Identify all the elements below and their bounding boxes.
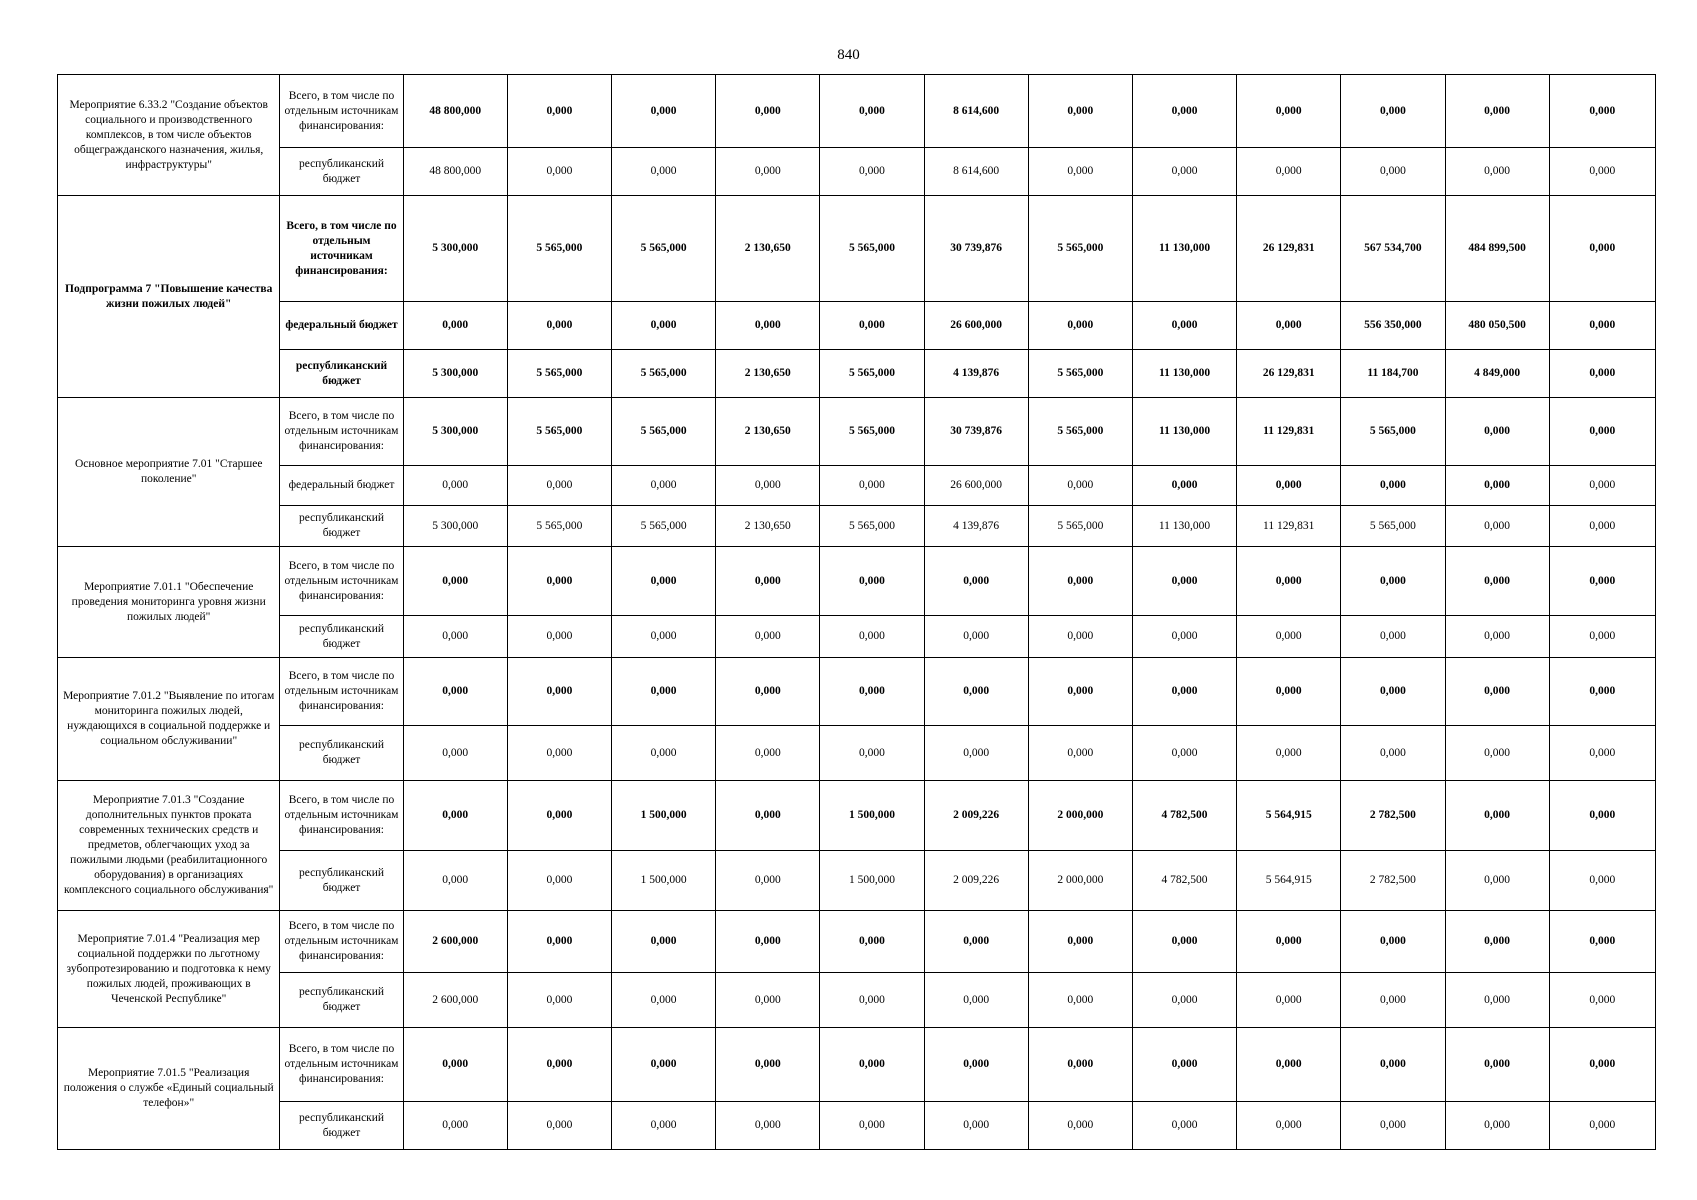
amount-cell: 0,000	[1028, 1102, 1132, 1150]
amount-cell: 0,000	[1132, 75, 1236, 148]
amount-cell: 0,000	[1132, 547, 1236, 616]
amount-cell: 0,000	[1028, 466, 1132, 506]
program-name-cell: Мероприятие 7.01.1 "Обеспечение проведения мониторинга уровня жизни пожилых людей"	[58, 547, 280, 658]
amount-cell: 0,000	[820, 148, 924, 196]
amount-cell: 26 129,831	[1237, 350, 1341, 398]
amount-cell: 4 782,500	[1132, 851, 1236, 911]
amount-cell: 0,000	[820, 658, 924, 726]
amount-cell: 11 129,831	[1237, 506, 1341, 547]
funding-source-cell: республиканский бюджет	[280, 616, 403, 658]
amount-cell: 0,000	[403, 851, 507, 911]
amount-cell: 0,000	[1549, 658, 1655, 726]
amount-cell: 0,000	[403, 781, 507, 851]
amount-cell: 0,000	[1237, 973, 1341, 1028]
amount-cell: 0,000	[1132, 1028, 1236, 1102]
funding-source-cell: Всего, в том числе по отдельным источникам финансирования:	[280, 658, 403, 726]
amount-cell: 0,000	[507, 658, 611, 726]
amount-cell: 0,000	[1549, 1102, 1655, 1150]
amount-cell: 1 500,000	[612, 781, 716, 851]
table-row	[58, 350, 1656, 398]
amount-cell: 0,000	[507, 148, 611, 196]
amount-cell: 2 782,500	[1341, 781, 1445, 851]
amount-cell: 0,000	[1445, 1102, 1549, 1150]
amount-cell: 484 899,500	[1445, 196, 1549, 302]
amount-cell: 0,000	[612, 1028, 716, 1102]
amount-cell: 0,000	[924, 726, 1028, 781]
amount-cell: 0,000	[612, 148, 716, 196]
table-row	[58, 726, 1656, 781]
amount-cell: 11 130,000	[1132, 350, 1236, 398]
funding-source-cell: республиканский бюджет	[280, 726, 403, 781]
amount-cell: 8 614,600	[924, 75, 1028, 148]
amount-cell: 0,000	[1549, 350, 1655, 398]
amount-cell: 0,000	[820, 547, 924, 616]
amount-cell: 11 130,000	[1132, 398, 1236, 466]
amount-cell: 5 564,915	[1237, 781, 1341, 851]
amount-cell: 5 300,000	[403, 506, 507, 547]
amount-cell: 0,000	[820, 973, 924, 1028]
amount-cell: 11 130,000	[1132, 196, 1236, 302]
page-number: 840	[837, 47, 860, 63]
amount-cell: 0,000	[820, 616, 924, 658]
amount-cell: 480 050,500	[1445, 302, 1549, 350]
amount-cell: 0,000	[1237, 547, 1341, 616]
amount-cell: 0,000	[924, 973, 1028, 1028]
amount-cell: 5 565,000	[507, 506, 611, 547]
funding-source-cell: Всего, в том числе по отдельным источникам финансирования:	[280, 547, 403, 616]
funding-source-cell: федеральный бюджет	[280, 302, 403, 350]
amount-cell: 0,000	[1341, 616, 1445, 658]
amount-cell: 0,000	[1445, 547, 1549, 616]
amount-cell: 0,000	[403, 547, 507, 616]
table-row	[58, 851, 1656, 911]
program-name-cell: Мероприятие 7.01.3 "Создание дополнительных пунктов проката современных технических средств и предметов, облегчающих уход за пожилыми людьми (реабилитационного оборудования) в организациях комплексного социального обслуживания"	[58, 781, 280, 911]
amount-cell: 0,000	[1445, 1028, 1549, 1102]
amount-cell: 0,000	[403, 466, 507, 506]
amount-cell: 5 564,915	[1237, 851, 1341, 911]
amount-cell: 1 500,000	[820, 851, 924, 911]
amount-cell: 5 565,000	[612, 350, 716, 398]
amount-cell: 0,000	[1549, 398, 1655, 466]
table-row	[58, 148, 1656, 196]
amount-cell: 2 130,650	[716, 398, 820, 466]
amount-cell: 0,000	[612, 911, 716, 973]
amount-cell: 0,000	[1237, 1102, 1341, 1150]
amount-cell: 5 565,000	[820, 506, 924, 547]
amount-cell: 0,000	[1028, 726, 1132, 781]
amount-cell: 0,000	[716, 302, 820, 350]
amount-cell: 0,000	[507, 851, 611, 911]
funding-source-cell: республиканский бюджет	[280, 973, 403, 1028]
amount-cell: 0,000	[1549, 148, 1655, 196]
amount-cell: 0,000	[612, 973, 716, 1028]
amount-cell: 0,000	[924, 658, 1028, 726]
amount-cell: 0,000	[716, 726, 820, 781]
amount-cell: 5 565,000	[612, 506, 716, 547]
amount-cell: 0,000	[1445, 658, 1549, 726]
funding-source-cell: Всего, в том числе по отдельным источникам финансирования:	[280, 75, 403, 148]
amount-cell: 0,000	[1549, 781, 1655, 851]
amount-cell: 0,000	[716, 466, 820, 506]
funding-source-cell: Всего, в том числе по отдельным источникам финансирования:	[280, 196, 403, 302]
amount-cell: 0,000	[1445, 466, 1549, 506]
amount-cell: 0,000	[1237, 148, 1341, 196]
amount-cell: 0,000	[820, 726, 924, 781]
amount-cell: 0,000	[403, 616, 507, 658]
amount-cell: 0,000	[1445, 398, 1549, 466]
amount-cell: 0,000	[507, 911, 611, 973]
amount-cell: 0,000	[612, 658, 716, 726]
amount-cell: 0,000	[1445, 75, 1549, 148]
amount-cell: 2 009,226	[924, 781, 1028, 851]
amount-cell: 0,000	[1237, 1028, 1341, 1102]
amount-cell: 5 565,000	[507, 350, 611, 398]
amount-cell: 0,000	[1132, 658, 1236, 726]
amount-cell: 0,000	[1549, 302, 1655, 350]
amount-cell: 0,000	[1445, 973, 1549, 1028]
amount-cell: 0,000	[1549, 726, 1655, 781]
amount-cell: 30 739,876	[924, 398, 1028, 466]
funding-source-cell: Всего, в том числе по отдельным источникам финансирования:	[280, 911, 403, 973]
amount-cell: 0,000	[612, 302, 716, 350]
funding-source-cell: федеральный бюджет	[280, 466, 403, 506]
amount-cell: 30 739,876	[924, 196, 1028, 302]
amount-cell: 5 565,000	[507, 398, 611, 466]
amount-cell: 0,000	[1237, 658, 1341, 726]
amount-cell: 0,000	[507, 616, 611, 658]
amount-cell: 0,000	[716, 1028, 820, 1102]
program-name-cell: Мероприятие 7.01.5 "Реализация положения о службе «Единый социальный телефон»"	[58, 1028, 280, 1150]
amount-cell: 2 130,650	[716, 196, 820, 302]
amount-cell: 0,000	[507, 1028, 611, 1102]
amount-cell: 5 565,000	[820, 398, 924, 466]
amount-cell: 0,000	[1445, 851, 1549, 911]
amount-cell: 0,000	[507, 75, 611, 148]
funding-source-cell: республиканский бюджет	[280, 148, 403, 196]
amount-cell: 5 300,000	[403, 196, 507, 302]
amount-cell: 0,000	[1549, 616, 1655, 658]
amount-cell: 0,000	[1341, 726, 1445, 781]
funding-source-cell: республиканский бюджет	[280, 1102, 403, 1150]
funding-source-cell: Всего, в том числе по отдельным источникам финансирования:	[280, 1028, 403, 1102]
budget-table	[57, 74, 1656, 1150]
amount-cell: 0,000	[1028, 547, 1132, 616]
table-row	[58, 547, 1656, 616]
amount-cell: 0,000	[1132, 466, 1236, 506]
amount-cell: 0,000	[1445, 781, 1549, 851]
table-row	[58, 506, 1656, 547]
amount-cell: 0,000	[820, 75, 924, 148]
amount-cell: 5 565,000	[820, 350, 924, 398]
amount-cell: 0,000	[1028, 973, 1132, 1028]
amount-cell: 0,000	[1028, 658, 1132, 726]
amount-cell: 5 565,000	[820, 196, 924, 302]
amount-cell: 5 565,000	[1028, 350, 1132, 398]
amount-cell: 26 600,000	[924, 302, 1028, 350]
amount-cell: 0,000	[1132, 726, 1236, 781]
program-name-cell: Мероприятие 7.01.2 "Выявление по итогам мониторинга пожилых людей, нуждающихся в социальной поддержке и социальном обслуживании"	[58, 658, 280, 781]
amount-cell: 0,000	[1237, 911, 1341, 973]
amount-cell: 5 565,000	[507, 196, 611, 302]
amount-cell: 2 130,650	[716, 506, 820, 547]
amount-cell: 0,000	[924, 547, 1028, 616]
table-row	[58, 658, 1656, 726]
amount-cell: 0,000	[1237, 302, 1341, 350]
amount-cell: 48 800,000	[403, 148, 507, 196]
amount-cell: 4 849,000	[1445, 350, 1549, 398]
amount-cell: 556 350,000	[1341, 302, 1445, 350]
amount-cell: 0,000	[1341, 148, 1445, 196]
amount-cell: 0,000	[1028, 616, 1132, 658]
amount-cell: 0,000	[507, 973, 611, 1028]
table-row	[58, 466, 1656, 506]
amount-cell: 2 000,000	[1028, 851, 1132, 911]
amount-cell: 0,000	[1341, 658, 1445, 726]
amount-cell: 2 000,000	[1028, 781, 1132, 851]
program-name-cell: Основное мероприятие 7.01 "Старшее поколение"	[58, 398, 280, 547]
program-name-cell: Мероприятие 7.01.4 "Реализация мер социальной поддержки по льготному зубопротезированию и подготовка к нему пожилых людей, проживающих в Чеченской Республике"	[58, 911, 280, 1028]
amount-cell: 0,000	[1028, 911, 1132, 973]
amount-cell: 0,000	[924, 1102, 1028, 1150]
table-row	[58, 616, 1656, 658]
amount-cell: 0,000	[820, 302, 924, 350]
amount-cell: 0,000	[1445, 506, 1549, 547]
amount-cell: 0,000	[612, 726, 716, 781]
amount-cell: 0,000	[612, 75, 716, 148]
table-row	[58, 196, 1656, 302]
amount-cell: 26 600,000	[924, 466, 1028, 506]
amount-cell: 0,000	[1341, 973, 1445, 1028]
amount-cell: 0,000	[924, 1028, 1028, 1102]
amount-cell: 4 139,876	[924, 350, 1028, 398]
amount-cell: 5 565,000	[1341, 506, 1445, 547]
amount-cell: 0,000	[1549, 1028, 1655, 1102]
amount-cell: 0,000	[1549, 75, 1655, 148]
amount-cell: 1 500,000	[820, 781, 924, 851]
table-row	[58, 1102, 1656, 1150]
amount-cell: 0,000	[1445, 616, 1549, 658]
amount-cell: 11 130,000	[1132, 506, 1236, 547]
funding-source-cell: Всего, в том числе по отдельным источникам финансирования:	[280, 781, 403, 851]
amount-cell: 0,000	[1341, 1028, 1445, 1102]
amount-cell: 0,000	[716, 1102, 820, 1150]
amount-cell: 0,000	[403, 658, 507, 726]
amount-cell: 0,000	[612, 616, 716, 658]
table-row	[58, 781, 1656, 851]
amount-cell: 0,000	[820, 1102, 924, 1150]
amount-cell: 1 500,000	[612, 851, 716, 911]
amount-cell: 0,000	[716, 658, 820, 726]
amount-cell: 0,000	[1341, 466, 1445, 506]
amount-cell: 0,000	[1341, 75, 1445, 148]
program-name-cell: Мероприятие 6.33.2 "Создание объектов социального и производственного комплексов, в том числе объектов общегражданского назначения, жилья, инфраструктуры"	[58, 75, 280, 196]
amount-cell: 2 600,000	[403, 973, 507, 1028]
amount-cell: 0,000	[1237, 726, 1341, 781]
amount-cell: 0,000	[1132, 973, 1236, 1028]
table-row	[58, 302, 1656, 350]
amount-cell: 5 565,000	[1028, 506, 1132, 547]
amount-cell: 0,000	[403, 726, 507, 781]
amount-cell: 48 800,000	[403, 75, 507, 148]
amount-cell: 0,000	[1549, 973, 1655, 1028]
amount-cell: 0,000	[1341, 547, 1445, 616]
amount-cell: 5 565,000	[1341, 398, 1445, 466]
amount-cell: 0,000	[507, 726, 611, 781]
amount-cell: 5 300,000	[403, 350, 507, 398]
amount-cell: 2 600,000	[403, 911, 507, 973]
table-row	[58, 911, 1656, 973]
amount-cell: 0,000	[1028, 75, 1132, 148]
amount-cell: 0,000	[1549, 851, 1655, 911]
amount-cell: 0,000	[403, 1028, 507, 1102]
amount-cell: 0,000	[1028, 1028, 1132, 1102]
amount-cell: 0,000	[1132, 911, 1236, 973]
amount-cell: 5 300,000	[403, 398, 507, 466]
amount-cell: 0,000	[1549, 506, 1655, 547]
amount-cell: 26 129,831	[1237, 196, 1341, 302]
amount-cell: 2 009,226	[924, 851, 1028, 911]
amount-cell: 0,000	[716, 851, 820, 911]
amount-cell: 0,000	[1549, 547, 1655, 616]
amount-cell: 8 614,600	[924, 148, 1028, 196]
amount-cell: 0,000	[716, 911, 820, 973]
amount-cell: 5 565,000	[1028, 196, 1132, 302]
amount-cell: 0,000	[716, 547, 820, 616]
amount-cell: 0,000	[716, 973, 820, 1028]
amount-cell: 0,000	[612, 1102, 716, 1150]
amount-cell: 0,000	[716, 75, 820, 148]
table-row	[58, 1028, 1656, 1102]
amount-cell: 0,000	[716, 148, 820, 196]
amount-cell: 0,000	[1549, 196, 1655, 302]
amount-cell: 0,000	[1445, 911, 1549, 973]
amount-cell: 0,000	[1132, 616, 1236, 658]
amount-cell: 0,000	[1237, 616, 1341, 658]
amount-cell: 0,000	[1237, 75, 1341, 148]
amount-cell: 11 129,831	[1237, 398, 1341, 466]
amount-cell: 4 782,500	[1132, 781, 1236, 851]
table-row	[58, 75, 1656, 148]
amount-cell: 0,000	[820, 1028, 924, 1102]
amount-cell: 0,000	[1445, 726, 1549, 781]
amount-cell: 2 130,650	[716, 350, 820, 398]
amount-cell: 0,000	[1132, 302, 1236, 350]
amount-cell: 0,000	[612, 547, 716, 616]
amount-cell: 0,000	[1549, 911, 1655, 973]
amount-cell: 11 184,700	[1341, 350, 1445, 398]
amount-cell: 0,000	[403, 1102, 507, 1150]
funding-source-cell: республиканский бюджет	[280, 851, 403, 911]
program-name-cell: Подпрограмма 7 "Повышение качества жизни пожилых людей"	[58, 196, 280, 398]
amount-cell: 0,000	[924, 616, 1028, 658]
amount-cell: 567 534,700	[1341, 196, 1445, 302]
amount-cell: 0,000	[507, 1102, 611, 1150]
amount-cell: 0,000	[1549, 466, 1655, 506]
amount-cell: 0,000	[507, 466, 611, 506]
amount-cell: 0,000	[820, 911, 924, 973]
amount-cell: 0,000	[716, 781, 820, 851]
funding-source-cell: республиканский бюджет	[280, 350, 403, 398]
amount-cell: 0,000	[507, 302, 611, 350]
table-row	[58, 398, 1656, 466]
amount-cell: 5 565,000	[612, 196, 716, 302]
funding-source-cell: республиканский бюджет	[280, 506, 403, 547]
amount-cell: 5 565,000	[612, 398, 716, 466]
amount-cell: 0,000	[1341, 1102, 1445, 1150]
amount-cell: 0,000	[1028, 302, 1132, 350]
amount-cell: 4 139,876	[924, 506, 1028, 547]
funding-source-cell: Всего, в том числе по отдельным источникам финансирования:	[280, 398, 403, 466]
amount-cell: 2 782,500	[1341, 851, 1445, 911]
amount-cell: 0,000	[716, 616, 820, 658]
amount-cell: 0,000	[507, 547, 611, 616]
amount-cell: 0,000	[1028, 148, 1132, 196]
amount-cell: 0,000	[924, 911, 1028, 973]
table-viewport	[57, 74, 1656, 1139]
amount-cell: 0,000	[1445, 148, 1549, 196]
amount-cell: 0,000	[1237, 466, 1341, 506]
amount-cell: 0,000	[507, 781, 611, 851]
table-row	[58, 973, 1656, 1028]
amount-cell: 0,000	[612, 466, 716, 506]
amount-cell: 5 565,000	[1028, 398, 1132, 466]
amount-cell: 0,000	[403, 302, 507, 350]
amount-cell: 0,000	[820, 466, 924, 506]
amount-cell: 0,000	[1341, 911, 1445, 973]
amount-cell: 0,000	[1132, 1102, 1236, 1150]
amount-cell: 0,000	[1132, 148, 1236, 196]
